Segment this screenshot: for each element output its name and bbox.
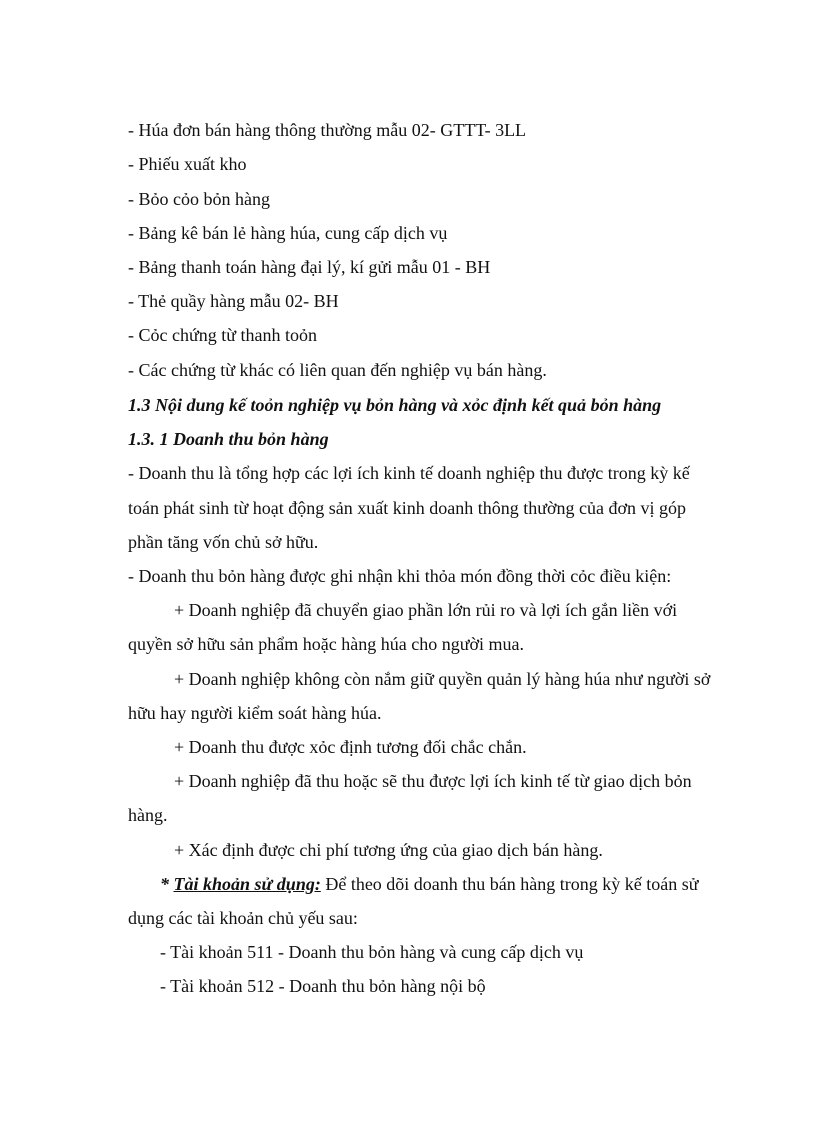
- list-item: - Húa đơn bán hàng thông thường mẫu 02- GTTT- 3LL: [128, 120, 527, 140]
- paragraph-line: toán phát sinh từ hoạt động sản xuất kinh doanh thông thường của đơn vị góp: [128, 498, 686, 518]
- condition-line: + Doanh nghiệp đã thu hoặc sẽ thu được lợi ích kinh tế từ giao dịch bỏn: [174, 771, 692, 791]
- note-star: *: [160, 874, 174, 894]
- list-item: - Bỏo cỏo bỏn hàng: [128, 189, 270, 209]
- condition-line: hữu hay người kiểm soát hàng húa.: [128, 703, 382, 723]
- paragraph-line: phần tăng vốn chủ sở hữu.: [128, 532, 319, 552]
- subsection-heading: 1.3. 1 Doanh thu bỏn hàng: [128, 429, 329, 449]
- list-item: - Phiếu xuất kho: [128, 154, 247, 174]
- paragraph-line: dụng các tài khoản chủ yếu sau:: [128, 908, 358, 928]
- paragraph-line: - Doanh thu bỏn hàng được ghi nhận khi thỏa món đồng thời cỏc điều kiện:: [128, 566, 672, 586]
- condition-line: hàng.: [128, 805, 168, 825]
- section-heading: 1.3 Nội dung kế toỏn nghiệp vụ bỏn hàng và xỏc định kết quả bỏn hàng: [128, 395, 662, 415]
- condition-line: + Doanh nghiệp đã chuyển giao phần lớn rủi ro và lợi ích gắn liền với: [174, 600, 678, 620]
- list-item: - Bảng kê bán lẻ hàng húa, cung cấp dịch vụ: [128, 223, 448, 243]
- list-item: - Bảng thanh toán hàng đại lý, kí gửi mẫu 01 - BH: [128, 257, 491, 277]
- condition-line: + Xác định được chi phí tương ứng của giao dịch bán hàng.: [174, 840, 603, 860]
- list-item: - Thẻ quầy hàng mẫu 02- BH: [128, 291, 339, 311]
- paragraph-line: - Doanh thu là tổng hợp các lợi ích kinh tế doanh nghiệp thu được trong kỳ kế: [128, 463, 690, 483]
- condition-line: + Doanh thu được xỏc định tương đối chắc chắn.: [174, 737, 527, 757]
- list-item: - Cỏc chứng từ thanh toỏn: [128, 325, 317, 345]
- condition-line: + Doanh nghiệp không còn nắm giữ quyền quản lý hàng húa như người sở: [174, 669, 711, 689]
- account-item: - Tài khoản 511 - Doanh thu bỏn hàng và cung cấp dịch vụ: [160, 942, 584, 962]
- note-label: Tài khoản sử dụng:: [173, 874, 321, 894]
- condition-line: quyền sở hữu sản phẩm hoặc hàng húa cho người mua.: [128, 634, 524, 654]
- list-item: - Các chứng từ khác có liên quan đến nghiệp vụ bán hàng.: [128, 360, 547, 380]
- account-note: [160, 872, 699, 896]
- note-text: Để theo dõi doanh thu bán hàng trong kỳ kế toán sử: [320, 874, 699, 894]
- account-item: - Tài khoản 512 - Doanh thu bỏn hàng nội bộ: [160, 976, 486, 996]
